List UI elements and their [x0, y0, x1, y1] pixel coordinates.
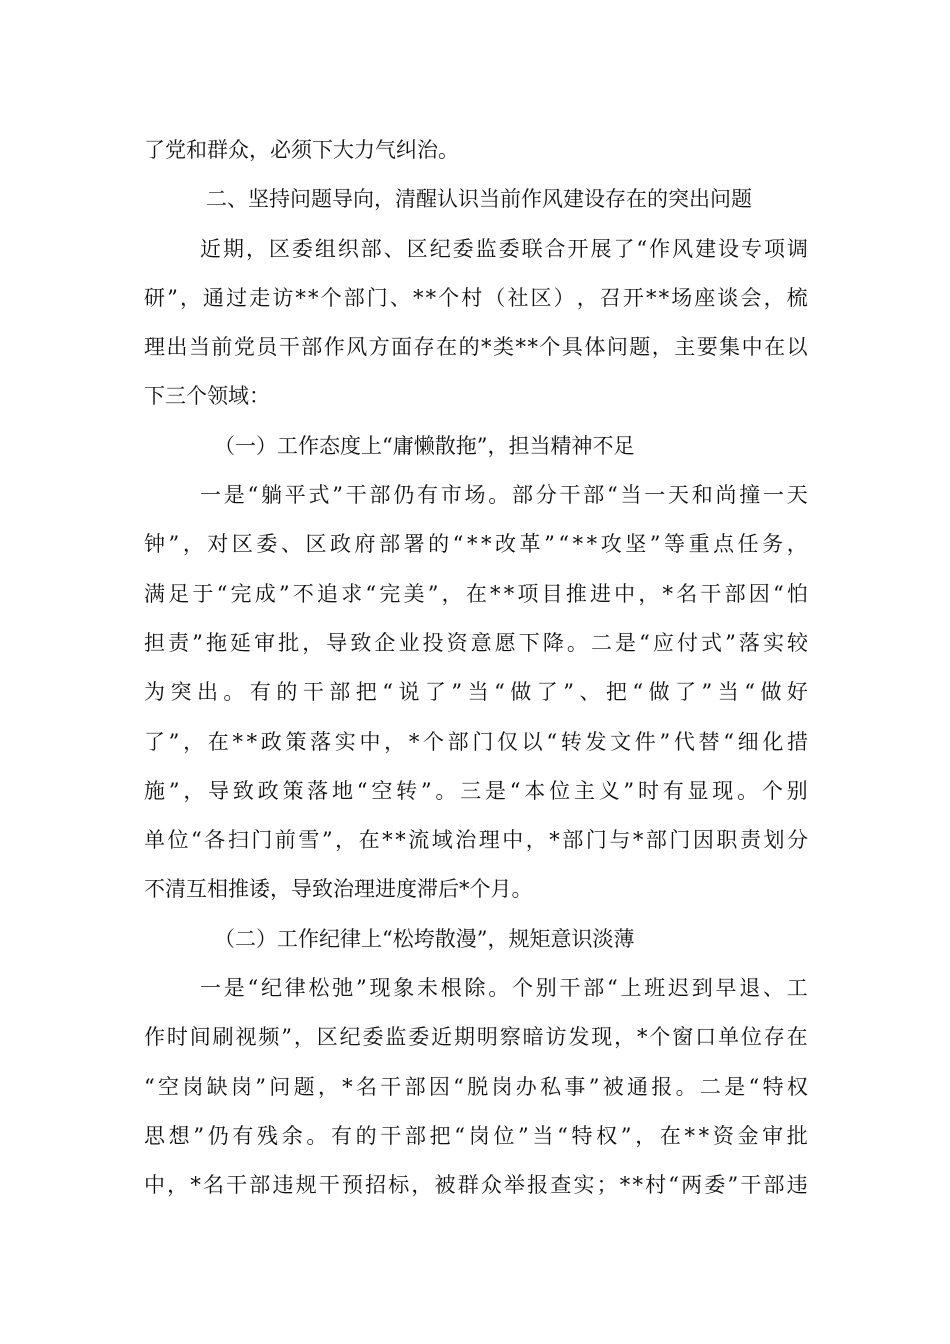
paragraph-line: 了党和群众，必须下大力气纠治。 — [144, 138, 459, 162]
paragraph-line: 了 ” ， 在 * * 政 策 落 实 中 ， * 个 部 门 仅 以 “ 转 发 文 件 ” 代 替 “ 细 化 措 — [144, 729, 808, 754]
subsection-heading: （一）工作态度上“庸懒散拖”，担当精神不足 — [214, 433, 635, 458]
paragraph-line: 理 出 当 前 党 员 干 部 作 风 方 面 存 在 的 * 类 * * 个 具 体 问 题 ， 主 要 集 中 在 以 — [144, 335, 808, 360]
paragraph-line: 为 突 出 。 有 的 干 部 把 “ 说 了 ” 当 “ 做 了 ” 、 把 “ 做 了 ” 当 “ 做 好 — [144, 680, 808, 705]
paragraph-line: “ 空 岗 缺 岗 ” 问 题 ， * 名 干 部 因 “ 脱 岗 办 私 事 ” 被 通 报 。 二 是 “ 特 权 — [144, 1074, 808, 1099]
document-page — [144, 126, 808, 1211]
paragraph-line: 研 ” ， 通 过 走 访 * * 个 部 门 、 * * 个 村 （ 社 区 ） ， 召 开 * * 场 座 谈 会 ， 梳 — [144, 285, 808, 310]
paragraph-line: 近 期 ， 区 委 组 织 部 、 区 纪 委 监 委 联 合 开 展 了 “ 作 风 建 设 专 项 调 — [200, 236, 808, 261]
paragraph-line: 中 ， * 名 干 部 违 规 干 预 招 标 ， 被 群 众 举 报 查 实 ； * * 村 “ 两 委 ” 干 部 违 — [144, 1173, 808, 1198]
paragraph-line: 一 是 “ 纪 律 松 弛 ” 现 象 未 根 除 。 个 别 干 部 “ 上 班 迟 到 早 退 、 工 — [200, 976, 808, 1001]
paragraph-line: 钟 ” ， 对 区 委 、 区 政 府 部 署 的 “ * * 改 革 ” “ * * 攻 坚 ” 等 重 点 任 务 ， — [144, 532, 808, 557]
paragraph-line: 一 是 “ 躺 平 式 ” 干 部 仍 有 市 场 。 部 分 干 部 “ 当 一 天 和 尚 撞 一 天 — [200, 483, 808, 508]
paragraph-line: 施 ” ， 导 致 政 策 落 地 “ 空 转 ” 。 三 是 “ 本 位 主 义 ” 时 有 显 现 。 个 别 — [144, 778, 808, 803]
subsection-heading: （二）工作纪律上“松垮散漫”，规矩意识淡薄 — [214, 926, 635, 951]
paragraph-line: 单 位 “ 各 扫 门 前 雪 ” ， 在 * * 流 域 治 理 中 ， * 部 门 与 * 部 门 因 职 责 划 分 — [144, 828, 808, 853]
paragraph-line: 不清互相推诿，导致治理进度滞后*个月。 — [144, 877, 533, 902]
paragraph-line: 作 时 间 刷 视 频 ” ， 区 纪 委 监 委 近 期 明 察 暗 访 发 现 ， * 个 窗 口 单 位 存 在 — [144, 1025, 808, 1050]
paragraph-line: 满 足 于 “ 完 成 ” 不 追 求 “ 完 美 ” ， 在 * * 项 目 推 进 中 ， * 名 干 部 因 “ 怕 — [144, 581, 808, 606]
section-heading: 二、坚持问题导向，清醒认识当前作风建设存在的突出问题 — [206, 187, 752, 212]
paragraph-line: 下三个领域： — [144, 384, 270, 409]
paragraph-line: 担 责 ” 拖 延 审 批 ， 导 致 企 业 投 资 意 愿 下 降 。 二 是 “ 应 付 式 ” 落 实 较 — [144, 630, 808, 655]
paragraph-line: 思 想 ” 仍 有 残 余 。 有 的 干 部 把 “ 岗 位 ” 当 “ 特 权 ” ， 在 * * 资 金 审 批 — [144, 1123, 808, 1148]
